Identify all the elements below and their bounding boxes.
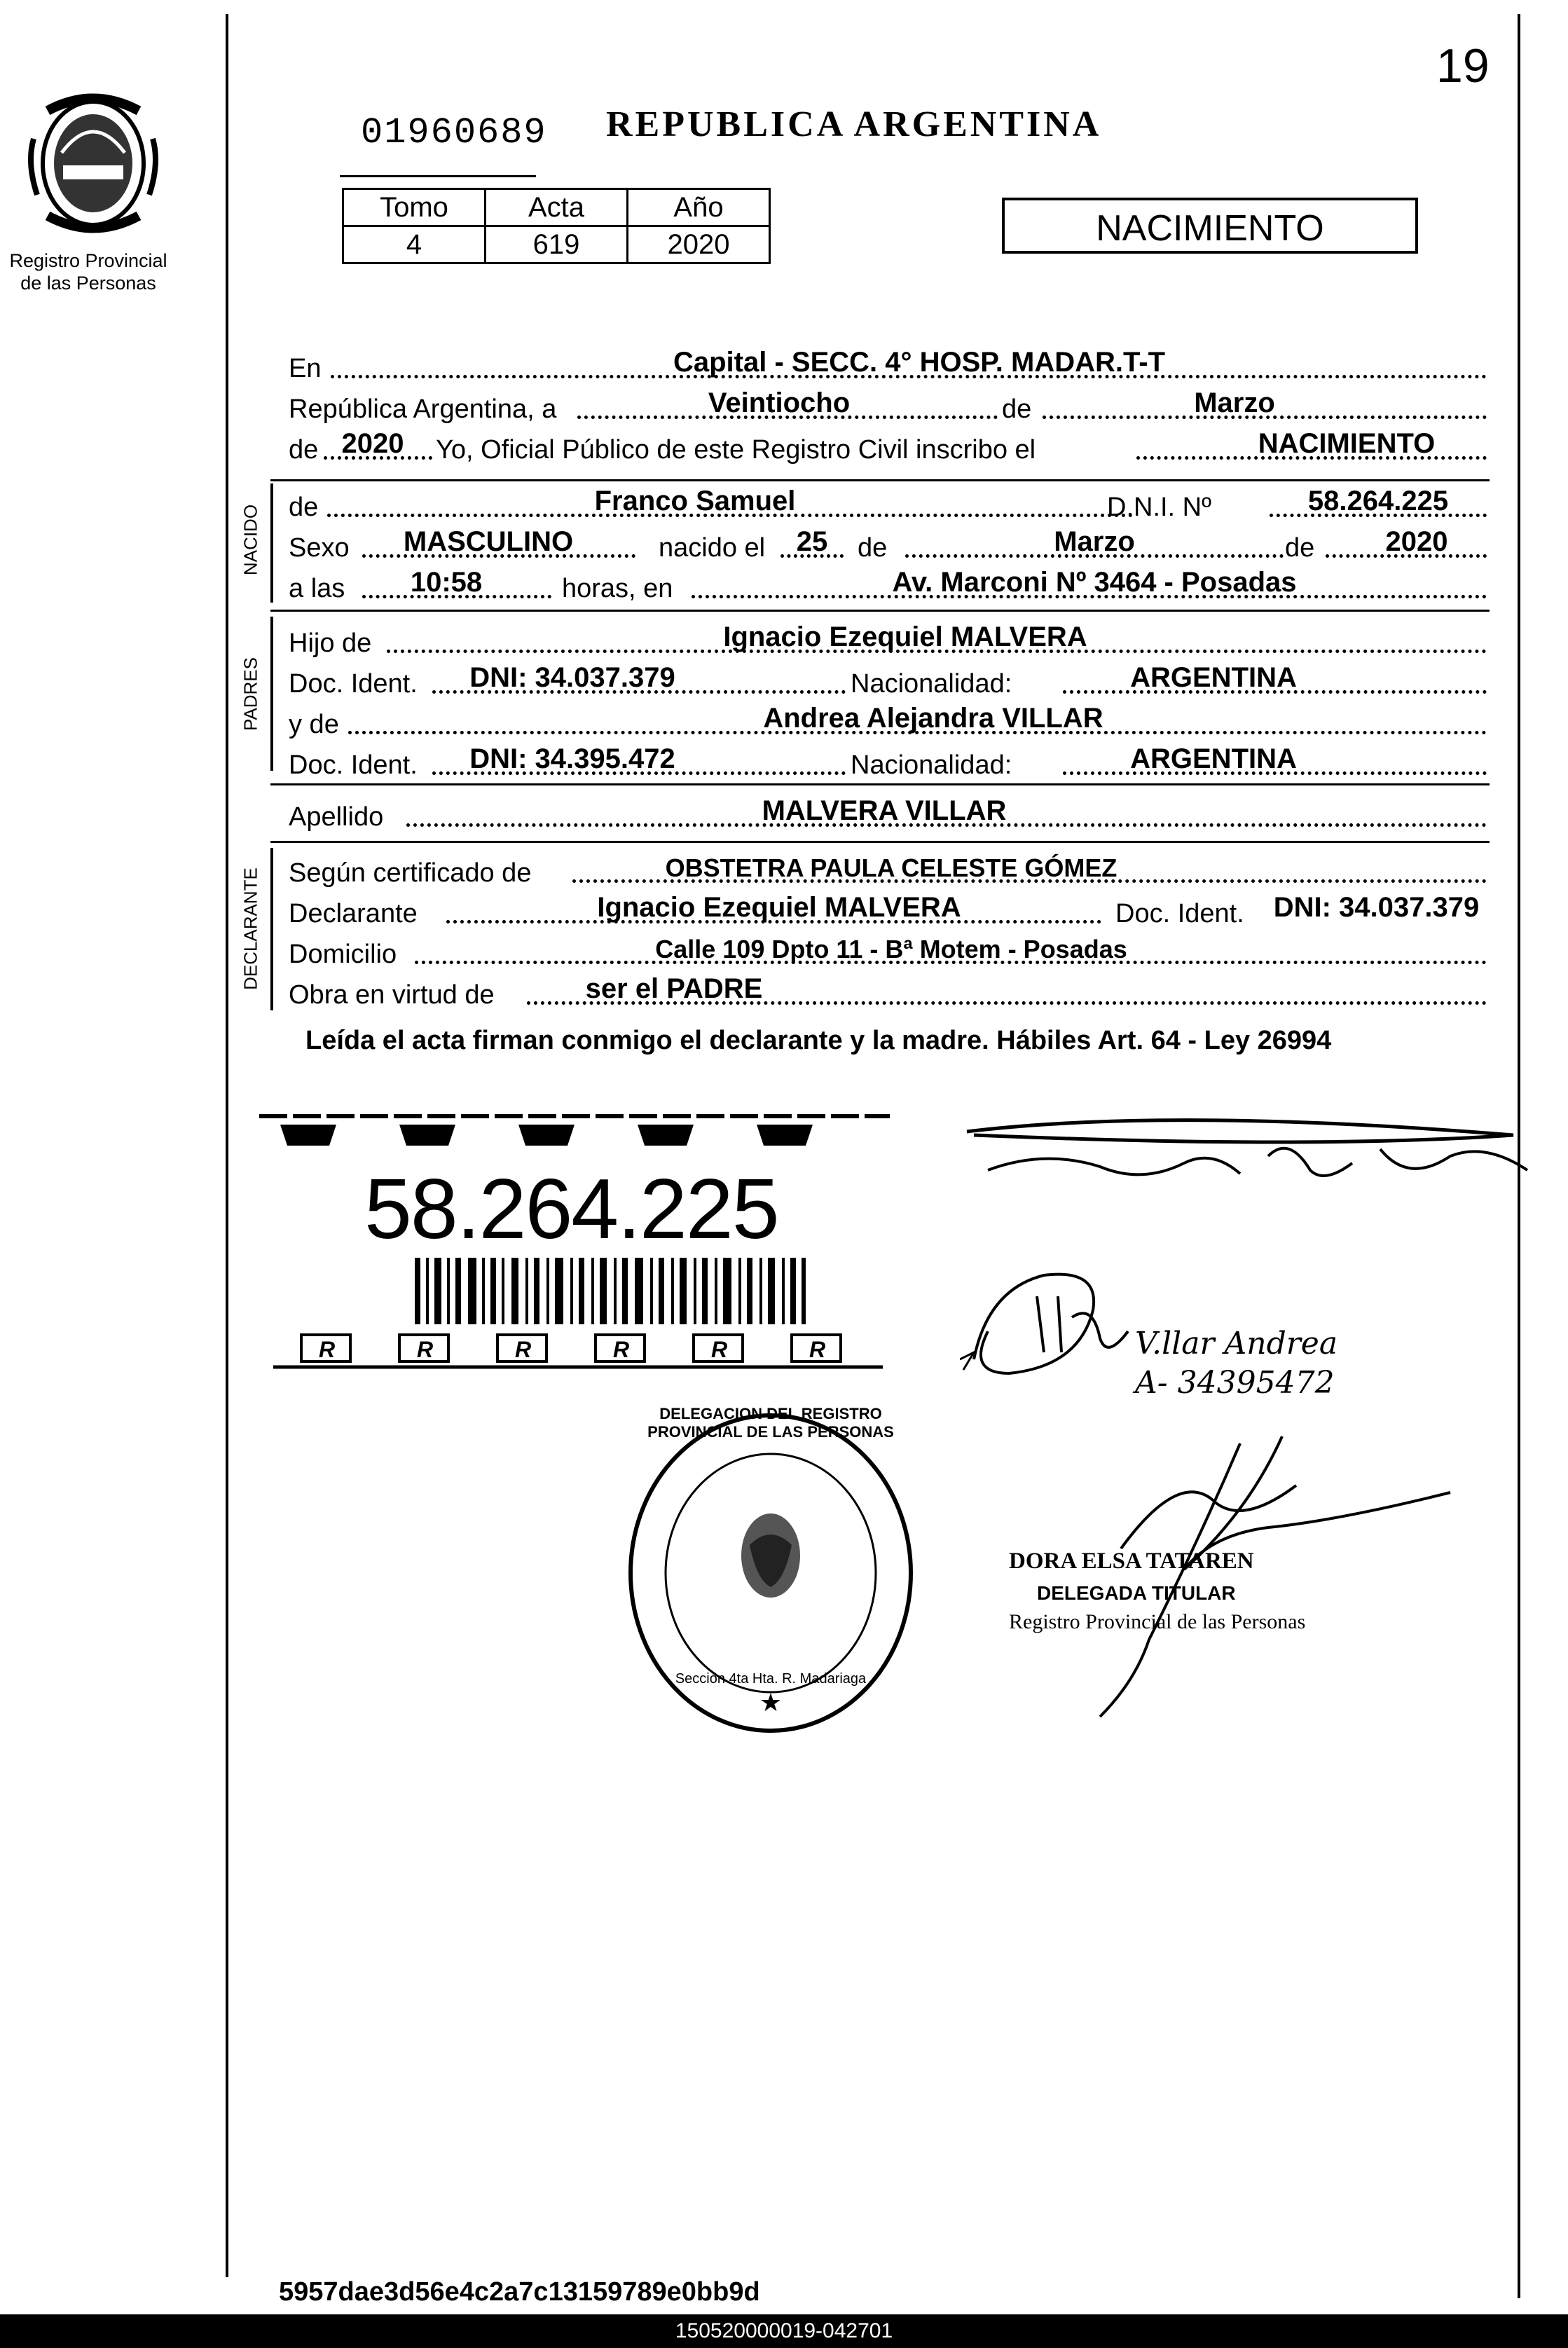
serial-number: 01960689 <box>361 112 547 153</box>
mother-handwritten-name: V.llar Andrea A- 34395472 <box>1135 1326 1338 1401</box>
row-officer: de 2020 Yo, Oficial Público de este Registro Civil inscribo el NACIMIENTO <box>289 425 1487 467</box>
row-nacido-name: de Franco Samuel D.N.I. Nº 58.264.225 <box>289 482 1487 524</box>
section-label-nacido: NACIDO <box>240 504 261 576</box>
declarante-name-value: Ignacio Ezequiel MALVERA <box>597 892 961 923</box>
left-margin-line <box>226 14 228 2277</box>
document-hash: 5957dae3d56e4c2a7c13159789e0bb9d <box>279 2277 760 2307</box>
mother-nationality-value: ARGENTINA <box>1130 743 1297 774</box>
certificate-value: OBSTETRA PAULA CELESTE GÓMEZ <box>665 853 1117 882</box>
father-doc-value: DNI: 34.037.379 <box>469 662 675 693</box>
row-father: Hijo de Ignacio Ezequiel MALVERA <box>289 618 1487 660</box>
month-value: Marzo <box>1194 387 1275 418</box>
record-header-ano: Año <box>628 189 770 226</box>
record-header-tomo: Tomo <box>343 189 486 226</box>
record-header-acta: Acta <box>486 189 628 226</box>
row-declarante: Declarante Ignacio Ezequiel MALVERA Doc. Ident. DNI: 34.037.379 <box>289 888 1487 931</box>
birth-time-value: 10:58 <box>410 567 483 598</box>
divider <box>270 610 1490 612</box>
section-label-padres: PADRES <box>240 657 261 731</box>
record-kind-box: NACIMIENTO <box>1002 198 1418 254</box>
birth-day-value: 25 <box>796 526 828 557</box>
stamp-inner-text: Sección 4ta Hta. R. Madariaga <box>675 1671 867 1687</box>
svg-text:★: ★ <box>759 1689 783 1717</box>
sex-value: MASCULINO <box>403 526 574 557</box>
official-signature <box>1072 1429 1492 1724</box>
address-value: Calle 109 Dpto 11 - Bª Motem - Posadas <box>655 935 1127 963</box>
official-organization: Registro Provincial de las Personas <box>1009 1610 1306 1633</box>
row-mother: y de Andrea Alejandra VILLAR <box>289 699 1487 741</box>
mother-name-value: Andrea Alejandra VILLAR <box>763 703 1103 734</box>
birth-place-value: Av. Marconi Nº 3464 - Posadas <box>892 567 1297 598</box>
misiones-coat-of-arms-icon <box>20 83 167 244</box>
birth-year-value: 2020 <box>1385 526 1448 557</box>
day-value: Veintiocho <box>708 387 851 418</box>
dni-sticker-number: 58.264.225 <box>364 1161 778 1256</box>
row-certificate: Según certificado de OBSTETRA PAULA CELESTE GÓMEZ <box>289 848 1487 890</box>
divider <box>270 479 1490 481</box>
official-role: DELEGADA TITULAR <box>1037 1582 1236 1604</box>
record-table <box>342 188 771 264</box>
place-value: Capital - SECC. 4° HOSP. MADAR.T-T <box>673 347 1165 378</box>
section-bracket <box>270 483 273 603</box>
serial-underline <box>340 175 536 177</box>
birth-month-value: Marzo <box>1054 526 1135 557</box>
child-dni-value: 58.264.225 <box>1307 486 1449 516</box>
page-number: 19 <box>1436 39 1490 92</box>
stamp-outer-text: DELEGACION DEL REGISTRO PROVINCIAL DE LAS PERSONAS <box>647 1405 894 1441</box>
record-value-acta: 619 <box>486 226 628 263</box>
registry-label: Registro Provincial de las Personas <box>9 250 167 294</box>
row-republica: República Argentina, a Veintiocho de Marzo <box>289 384 1487 426</box>
row-obra: Obra en virtud de ser el PADRE <box>289 970 1487 1012</box>
row-apellido: Apellido MALVERA VILLAR <box>289 792 1487 834</box>
act-type-value: NACIMIENTO <box>1258 428 1436 459</box>
year-value: 2020 <box>341 428 404 459</box>
capacity-value: ser el PADRE <box>585 973 763 1004</box>
record-value-ano: 2020 <box>628 226 770 263</box>
child-name-value: Franco Samuel <box>594 486 796 516</box>
row-en: En Capital - SECC. 4° HOSP. MADAR.T-T <box>289 343 1487 385</box>
row-sexo: Sexo MASCULINO nacido el 25 de Marzo de 2020 <box>289 523 1487 565</box>
row-father-doc: Doc. Ident. DNI: 34.037.379 Nacionalidad: ARGENTINA <box>289 659 1487 701</box>
row-time-place: a las 10:58 horas, en Av. Marconi Nº 3464 - Posadas <box>289 563 1487 605</box>
divider <box>270 783 1490 785</box>
record-value-tomo: 4 <box>343 226 486 263</box>
father-name-value: Ignacio Ezequiel MALVERA <box>723 622 1087 652</box>
declarante-doc-value: DNI: 34.037.379 <box>1273 892 1480 923</box>
country-title: REPUBLICA ARGENTINA <box>606 104 1102 144</box>
section-bracket <box>270 848 273 1010</box>
row-domicilio: Domicilio Calle 109 Dpto 11 - Bª Motem - Posadas <box>289 929 1487 971</box>
section-bracket <box>270 617 273 771</box>
closing-statement: Leída el acta firman conmigo el declarante y la madre. Hábiles Art. 64 - Ley 26994 <box>305 1026 1332 1055</box>
barcode-icon <box>415 1258 807 1324</box>
mother-doc-value: DNI: 34.395.472 <box>469 743 675 774</box>
section-label-declarante: DECLARANTE <box>240 867 261 990</box>
father-nationality-value: ARGENTINA <box>1130 662 1297 693</box>
footer-code-bar: 150520000019-042701 <box>0 2314 1568 2348</box>
surname-value: MALVERA VILLAR <box>762 795 1007 826</box>
row-mother-doc: Doc. Ident. DNI: 34.395.472 Nacionalidad: ARGENTINA <box>289 740 1487 782</box>
divider <box>270 841 1490 843</box>
official-name: DORA ELSA TATAREN <box>1009 1549 1254 1574</box>
official-stamp <box>624 1408 918 1738</box>
declarante-signature <box>960 1107 1534 1198</box>
